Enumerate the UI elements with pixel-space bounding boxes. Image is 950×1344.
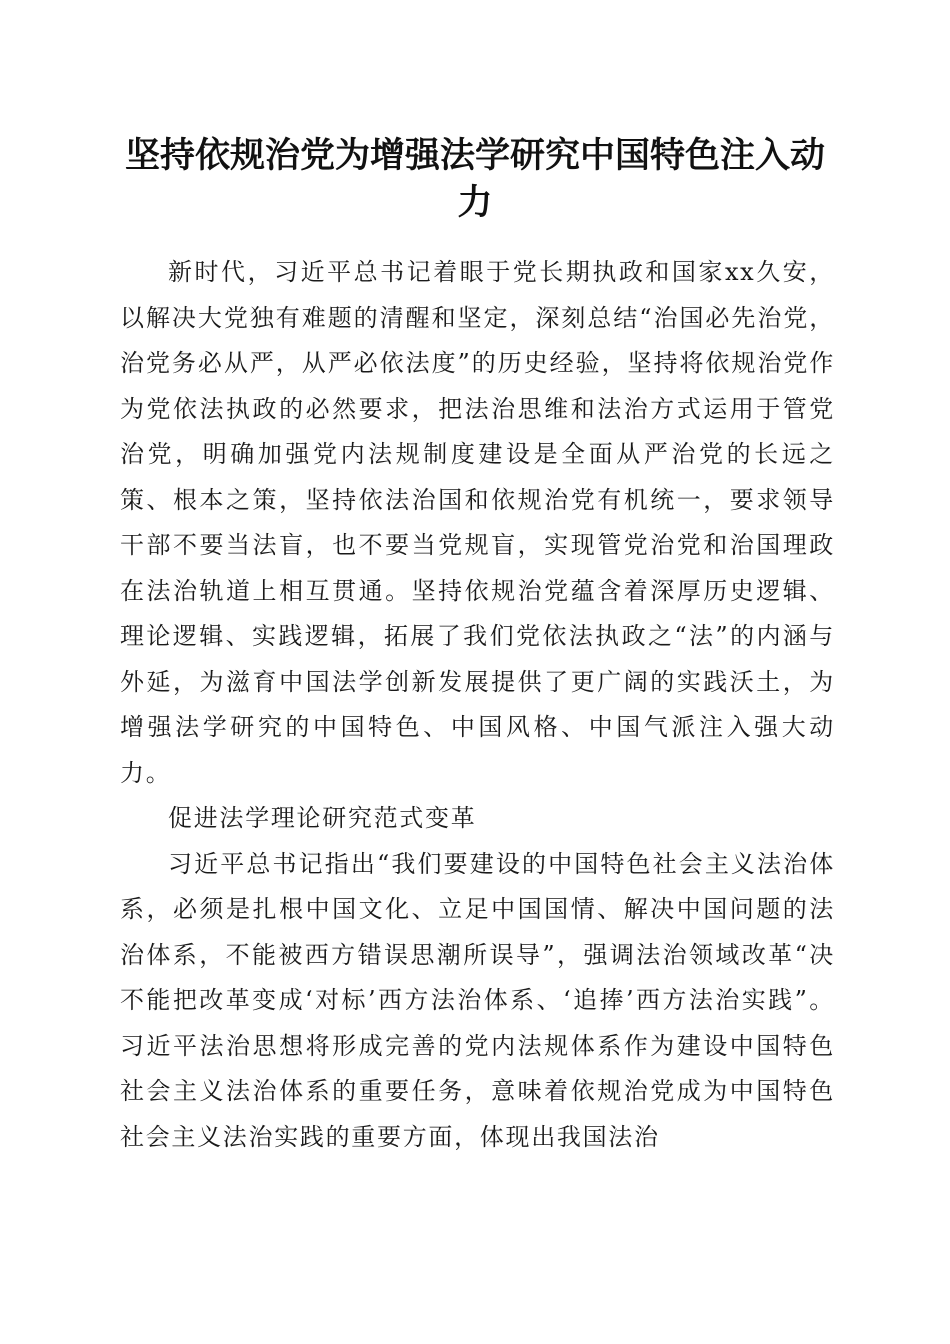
document-title: 坚持依规治党为增强法学研究中国特色注入动力 (124, 135, 825, 223)
section-paragraph: 习近平总书记指出“我们要建设的中国特色社会主义法治体系，必须是扎根中国文化、立足中国国情、解决中国问题的法治体系，不能被西方错误思潮所误导”，强调法治领域改革“决不能把改革变成‘对标’西方法治体系、‘追捧’西方法治实践”。习近平法治思想将形成完善的党内法规体系作为建设中国特色社会主义法治体系的重要任务，意味着依规治党成为中国特色社会主义法治实践的重要方面，体现出我国法治 (120, 849, 835, 1151)
intro-paragraph: 新时代，习近平总书记着眼于党长期执政和国家xx久安，以解决大党独有难题的清醒和坚定，深刻总结“治国必先治党，治党务必从严，从严必依法度”的历史经验，坚持将依规治党作为党依法执政的必然要求，把法治思维和法治方式运用于管党治党，明确加强党内法规制度建设是全面从严治党的长远之策、根本之策，坚持依法治国和依规治党有机统一，要求领导干部不要当法盲，也不要当党规盲，实现管党治党和治国理政在法治轨道上相互贯通。坚持依规治党蕴含着深厚历史逻辑、理论逻辑、实践逻辑，拓展了我们党依法执政之“法”的内涵与外延，为滋育中国法学创新发展提供了更广阔的实践沃土，为增强法学研究的中国特色、中国风格、中国气派注入强大动力。 (120, 258, 835, 787)
section-heading: 促进法学理论研究范式变革 (168, 804, 477, 832)
document-body (120, 250, 835, 1160)
